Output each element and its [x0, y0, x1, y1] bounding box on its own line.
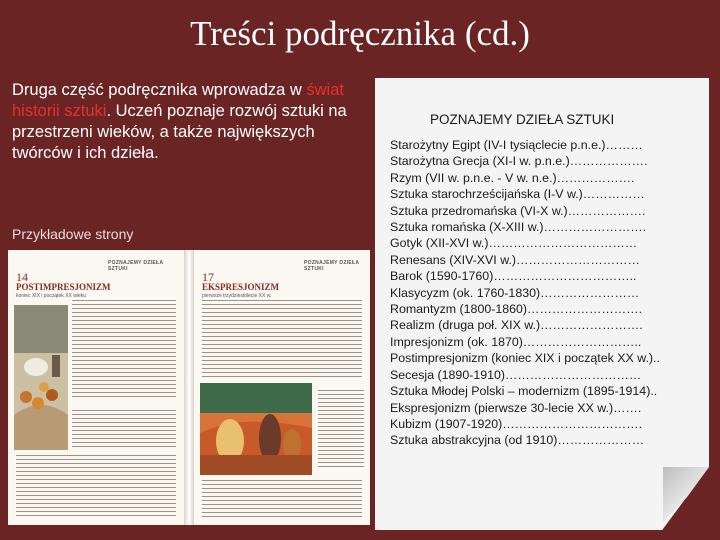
running-head-right: POZNAJEMY DZIEŁA SZTUKI — [304, 260, 360, 272]
page-number-right: 17 — [202, 270, 214, 284]
book-page-right — [194, 250, 370, 525]
list-item: Postimpresjonizm (koniec XIX i początek XX w.).. — [390, 351, 660, 366]
section-title-right: EKSPRESJONIZM — [202, 282, 280, 292]
text-lines — [72, 410, 176, 450]
list-item: Impresjonizm (ok. 1870)……………………….. — [390, 334, 642, 349]
text-lines — [318, 390, 364, 470]
section-title-left: POSTIMPRESJONIZM — [16, 282, 111, 292]
list-item: Starożytna Grecja (XI-I w. p.n.e.)………………. — [390, 154, 648, 169]
list-item: Klasycyzm (ok. 1760-1830)…………………… — [390, 285, 640, 300]
list-item: Kubizm (1907-1920)……………………………. — [390, 416, 643, 431]
sample-pages-image — [8, 250, 370, 525]
page-number-left: 14 — [16, 270, 28, 284]
list-item: Sztuka abstrakcyjna (od 1910)………………… — [390, 433, 645, 448]
text-lines — [202, 480, 362, 518]
intro-text-end: . Uczeń poznaje rozwój sztuki na przestrzeni wieków, a także największych twórców i ich dzieła. — [12, 102, 347, 162]
book-gutter — [184, 250, 194, 525]
list-item: Sztuka Młodej Polski – modernizm (1895-1914).. — [390, 384, 658, 399]
intro-highlight: świat historii sztuki — [12, 81, 344, 120]
card-heading: POZNAJEMY DZIEŁA SZTUKI — [430, 112, 615, 127]
list-item: Barok (1590-1760)…………………………….. — [390, 269, 637, 284]
list-item: Renesans (XIV-XVI w.)………………………… — [390, 252, 640, 267]
book-page-left — [8, 250, 184, 525]
list-item: Ekspresjonizm (pierwsze 30-lecie XX w.)……. — [390, 400, 642, 415]
sample-pages-label: Przykładowe strony — [12, 226, 134, 242]
text-lines — [16, 455, 176, 519]
list-item: Romantyzm (1800-1860)………………………. — [390, 302, 643, 317]
section-subtitle-right: pierwsze trzydziestolecie XX w. — [202, 293, 272, 299]
painting-still-life — [14, 305, 68, 450]
text-lines — [72, 300, 176, 400]
list-item: Sztuka starochrześcijańska (I-V w.)…………… — [390, 187, 645, 202]
intro-text — [12, 80, 362, 164]
intro-text-start: Druga część podręcznika wprowadza w — [12, 81, 307, 99]
page-curl-fold — [663, 467, 709, 530]
list-item: Gotyk (XII-XVI w.)……………………………… — [390, 236, 638, 251]
art-periods-list — [390, 137, 660, 449]
list-item: Starożytny Egipt (IV-I tysiąclecie p.n.e.)……… — [390, 138, 643, 152]
running-head-left: POZNAJEMY DZIEŁA SZTUKI — [108, 260, 164, 272]
painting-expressionist — [200, 383, 312, 475]
text-lines — [202, 300, 362, 380]
list-item: Sztuka romańska (X-XIII w.)……………………. — [390, 220, 647, 235]
section-subtitle-left: koniec XIX i początek XX wieku — [16, 293, 87, 299]
list-item: Secesja (1890-1910)…………………………… — [390, 367, 642, 382]
list-item: Realizm (druga poł. XIX w.)……………………. — [390, 318, 643, 333]
list-item: Rzym (VII w. p.n.e. - V w. n.e.)………………. — [390, 170, 635, 185]
slide-title: Treści podręcznika (cd.) — [190, 14, 530, 53]
list-item: Sztuka przedromańska (VI-X w.)………………. — [390, 203, 646, 218]
